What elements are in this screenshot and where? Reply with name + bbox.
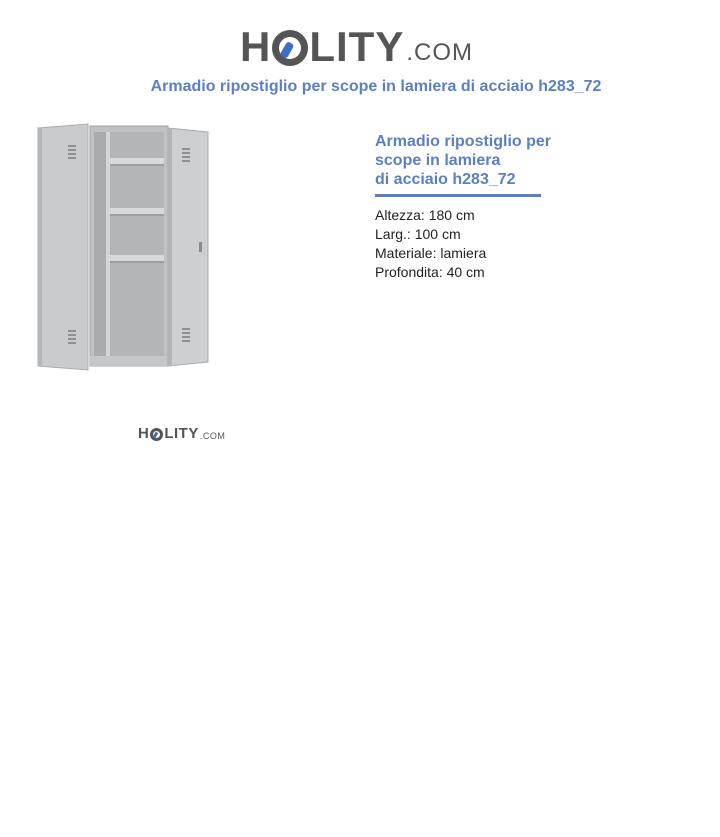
- logo-o-icon: [272, 30, 308, 66]
- spec-width: Larg.: 100 cm: [375, 226, 461, 242]
- spec-height: Altezza: 180 cm: [375, 207, 475, 223]
- holity-watermark-logo: H LITY .COM: [138, 425, 226, 442]
- spec-material: Materiale: lamiera: [375, 245, 487, 261]
- page-title: Armadio ripostiglio per scope in lamiera di acciaio h283_72: [150, 78, 602, 95]
- holity-logo[interactable]: [240, 12, 485, 68]
- product-title: Armadio ripostiglio per scope in lamiera di acciaio h283_72: [375, 133, 552, 188]
- product-details: [375, 132, 675, 282]
- title-divider: [375, 194, 541, 197]
- logo-o-icon: [150, 428, 163, 441]
- holity-logo-wordmark: H LITY .COM: [240, 23, 474, 70]
- product-image-cabinet: [30, 120, 215, 375]
- spec-depth: Profondita: 40 cm: [375, 264, 485, 280]
